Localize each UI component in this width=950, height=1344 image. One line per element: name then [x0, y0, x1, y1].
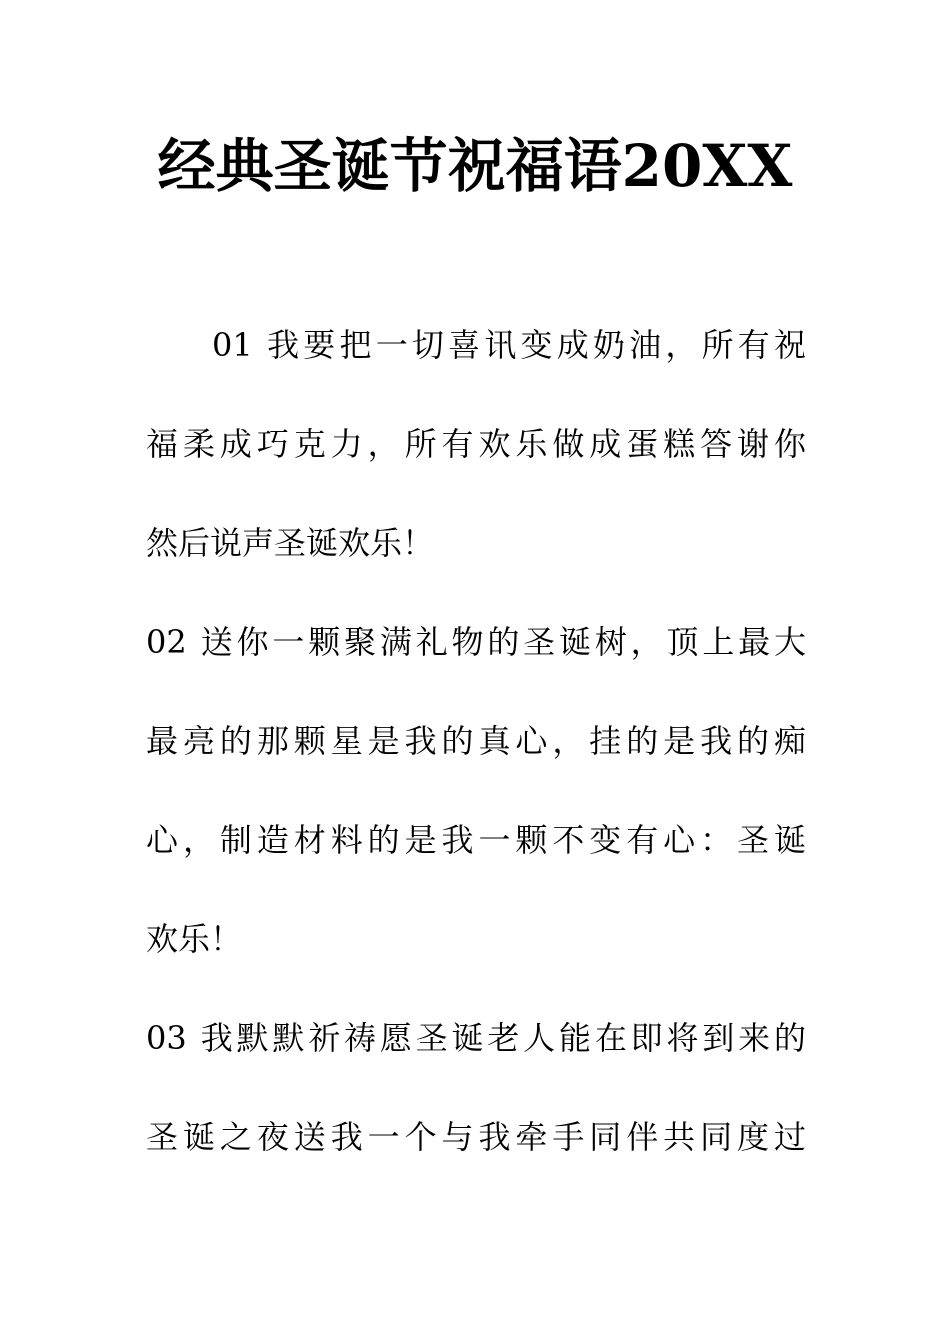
document-body	[146, 296, 806, 1187]
document-title: 经典圣诞节祝福语20XX	[157, 132, 793, 200]
paragraph-line: 心，制造材料的是我一颗不变有心：圣诞	[146, 821, 806, 859]
paragraph-line: 03 我默默祈祷愿圣诞老人能在即将到来的	[146, 1019, 806, 1057]
paragraph-line: 然后说声圣诞欢乐！	[146, 524, 435, 562]
paragraph-line: 01 我要把一切喜讯变成奶油，所有祝	[212, 326, 806, 364]
paragraph-line: 欢乐！	[146, 920, 243, 958]
paragraph-line: 圣诞之夜送我一个与我牵手同伴共同度过	[146, 1118, 806, 1156]
paragraph-line: 最亮的那颗星是我的真心，挂的是我的痴	[146, 722, 806, 760]
paragraph-line: 02 送你一颗聚满礼物的圣诞树，顶上最大	[146, 623, 806, 661]
paragraph-line: 福柔成巧克力，所有欢乐做成蛋糕答谢你	[146, 425, 806, 463]
